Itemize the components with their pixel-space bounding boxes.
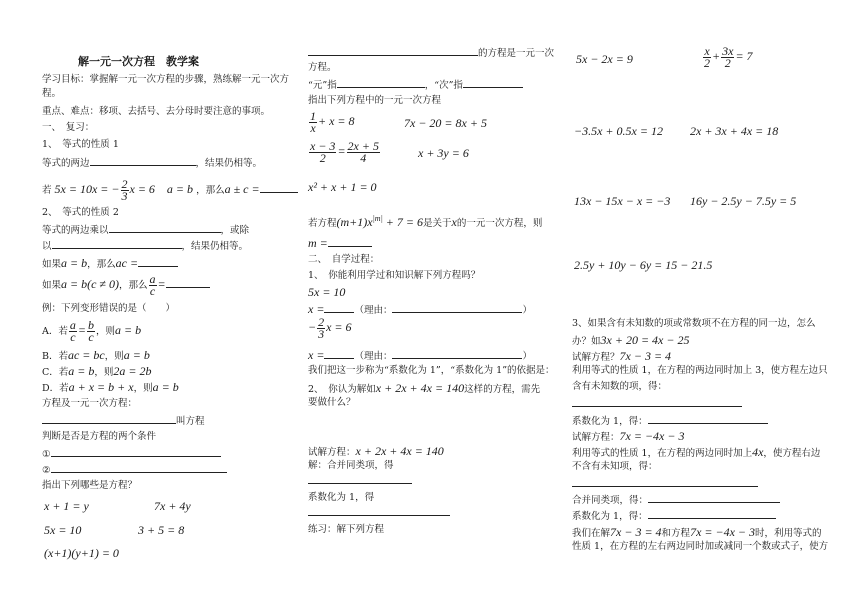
question-2-cont: 要做什么？ — [308, 397, 356, 408]
solve-item: 5x = 10 — [308, 285, 346, 299]
use-property-1-cont: 含有未知数的项，得： — [572, 381, 668, 392]
equation-item: 3 + 5 = 8 — [138, 523, 185, 537]
section-process: 二、 自学过程： — [308, 254, 380, 265]
answer-reason: x = （理由： ） — [308, 348, 532, 362]
if-equation: 若方程$(m+1)x^{|m|} + 7 = 6$是关于x的一元一次方程，则 — [308, 214, 543, 229]
equation-item: 7x + 4y — [154, 499, 191, 513]
if-a-eq-bc: 如果a = b(c ≠ 0)，那么 $\frac{a}{c}$ = — [42, 274, 210, 298]
linear-candidate: 7x − 20 = 8x + 5 — [404, 116, 487, 130]
use-property-2-cont: 不含有未知项，得： — [572, 461, 658, 472]
judge-conditions: 判断是否是方程的两个条件 — [42, 431, 157, 442]
learning-goal-cont: 程。 — [42, 88, 62, 99]
equation-item: (x+1)(y+1) = 0 — [44, 546, 119, 560]
blank-line — [572, 477, 758, 491]
practice-equation: $\frac{x}{2}$ + $\frac{3x}{2}$ = 7 — [704, 44, 753, 70]
question-3-cont: 办？如3x + 20 = 4x − 25 — [572, 333, 690, 347]
linear-candidate: $\frac{x - 3}{2}$ = $\frac{2x + 5}{4}$ — [310, 139, 379, 165]
try-solve-2: 试解方程：7x = −4x − 3 — [572, 429, 685, 443]
try-solve-1: 试解方程？7x − 3 = 4 — [572, 349, 672, 363]
key-points: 重点、难点：移项、去括号、去分母时要注意的事项。 — [42, 106, 271, 117]
blank-line — [308, 506, 450, 520]
solve-item: − $\frac{2}{3}$ x = 6 — [308, 315, 352, 341]
page-title: 解一元一次方程 教学案 — [78, 55, 199, 68]
equation-item: x + 1 = y — [44, 499, 89, 513]
option-d: D．若a + x = b + x，则a = b — [42, 380, 179, 394]
question-2: 2、 你认为解如x + 2x + 4x = 140这样的方程，需先 — [308, 381, 541, 395]
final-note: 我们在解7x − 3 = 4和方程7x = −4x − 3时，利用等式的 — [572, 525, 822, 539]
m-answer: m = — [308, 236, 372, 251]
learning-goal: 学习目标：掌握解一元一次方程的步骤，熟练解一元一次方 — [42, 74, 290, 85]
property-2-text-cont: 以 ，结果仍相等。 — [42, 241, 249, 252]
coef-step: 系数化为 1，得： — [572, 414, 768, 428]
definition-cont: 的方程是一元一次 — [308, 46, 554, 60]
example-question: 例：下列变形错误的是（ ） — [42, 303, 176, 314]
pick-equations: 指出下列哪些是方程？ — [42, 480, 138, 491]
question-1: 1、 你能利用学过和知识解下列方程吗？ — [308, 270, 481, 281]
condition-2: ② — [42, 463, 227, 477]
column-2 — [308, 0, 564, 608]
merge-step: 合并同类项，得： — [572, 493, 780, 507]
practice-equation: −3.5x + 0.5x = 12 — [574, 124, 663, 138]
property-1-text: 等式的两边 ，结果仍相等。 — [42, 158, 263, 169]
practice-heading: 练习：解下列方程 — [308, 524, 385, 535]
practice-equation: 5x − 2x = 9 — [576, 52, 633, 66]
step-merge: 解：合并同类项，得 — [308, 460, 394, 471]
blank-line — [572, 397, 742, 411]
definition-line: 叫方程 — [42, 414, 205, 428]
linear-candidate: $\frac{1}{x}$ + x = 8 — [310, 109, 355, 135]
definition-heading: 方程及一元一次方程： — [42, 398, 138, 409]
column-3 — [572, 0, 829, 608]
column-1 — [42, 0, 290, 608]
use-property-2: 利用等式的性质 1，在方程的两边同时加上4x，使方程右边 — [572, 445, 821, 459]
definition-cont-2: 方程。 — [308, 62, 337, 73]
yuan-ci: “元”指 ，“次”指 — [308, 78, 523, 92]
practice-equation: 2.5y + 10y − 6y = 15 − 21.5 — [574, 258, 713, 272]
answer-reason: x = （理由： ） — [308, 302, 532, 316]
property-2-text: 等式的两边乘以 ，或除 — [42, 225, 250, 236]
step-coef: 系数化为 1，得 — [308, 492, 375, 503]
pick-linear: 指出下列方程中的一元一次方程 — [308, 95, 442, 106]
use-property-1: 利用等式的性质 1，在方程的两边同时加上 3，使方程左边只 — [572, 365, 828, 376]
option-a: A．若 $\frac{a}{c}$ = $\frac{b}{c}$ ，则a = b — [42, 318, 142, 344]
coefficient-note: 我们把这一步称为“系数化为 1”，“系数化为 1”的依据是： — [308, 365, 555, 376]
question-3: 3、如果含有未知数的项或常数项不在方程的同一边，怎么 — [572, 318, 816, 329]
try-solve: 试解方程：x + 2x + 4x = 140 — [308, 444, 444, 458]
linear-candidate: x + 3y = 6 — [418, 146, 469, 160]
linear-candidate: x² + x + 1 = 0 — [308, 180, 377, 194]
option-c: C．若a = b，则2a = 2b — [42, 364, 152, 378]
property-1-heading: 1、 等式的性质 1 — [42, 139, 119, 150]
equation-item: 5x = 10 — [44, 523, 82, 537]
example-1: 若 5x = 10x = − $\frac{2}{3}$ x = 6 a = b ，那么a ± c = — [42, 178, 298, 204]
condition-1: ① — [42, 447, 221, 461]
option-b: B．若ac = bc，则a = b — [42, 348, 150, 362]
coef-step-2: 系数化为 1，得： — [572, 509, 776, 523]
blank-line — [308, 474, 412, 488]
practice-equation: 16y − 2.5y − 7.5y = 5 — [690, 194, 797, 208]
practice-equation: 2x + 3x + 4x = 18 — [690, 124, 779, 138]
section-review: 一、 复习： — [42, 122, 95, 133]
if-a-eq-b: 如果a = b，那么ac = — [42, 256, 178, 271]
practice-equation: 13x − 15x − x = −3 — [574, 194, 671, 208]
final-note-cont: 性质 1，在方程的左右两边同时加或减同一个数或式子，使方 — [572, 541, 829, 552]
property-2-heading: 2、 等式的性质 2 — [42, 207, 119, 218]
